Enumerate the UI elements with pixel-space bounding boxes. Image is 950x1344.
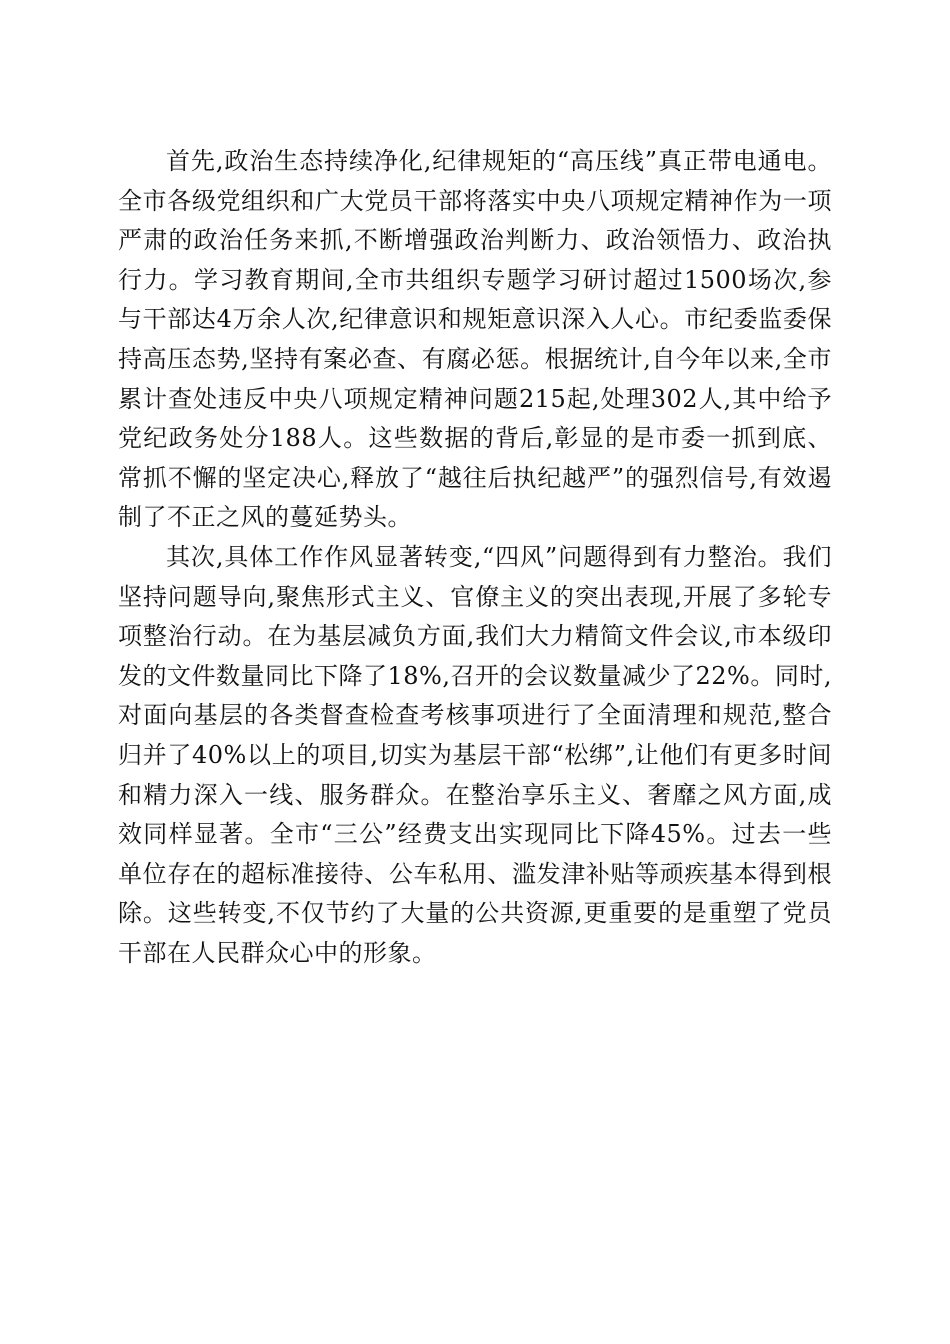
document-body <box>118 142 832 973</box>
paragraph-work-style: 其次,具体工作作风显著转变,“四风”问题得到有力整治。我们坚持问题导向,聚焦形式主义、官僚主义的突出表现,开展了多轮专项整治行动。在为基层减负方面,我们大力精简文件会议,市本级印发的文件数量同比下降了18%,召开的会议数量减少了22%。同时,对面向基层的各类督查检查考核事项进行了全面清理和规范,整合归并了40%以上的项目,切实为基层干部“松绑”,让他们有更多时间和精力深入一线、服务群众。在整治享乐主义、奢靡之风方面,成效同样显著。全市“三公”经费支出实现同比下降45%。过去一些单位存在的超标准接待、公车私用、滥发津补贴等顽疾基本得到根除。这些转变,不仅节约了大量的公共资源,更重要的是重塑了党员干部在人民群众心中的形象。 <box>118 542 832 967</box>
paragraph-political-ecology: 首先,政治生态持续净化,纪律规矩的“高压线”真正带电通电。全市各级党组织和广大党员干部将落实中央八项规定精神作为一项严肃的政治任务来抓,不断增强政治判断力、政治领悟力、政治执行力。学习教育期间,全市共组织专题学习研讨超过1500场次,参与干部达4万余人次,纪律意识和规矩意识深入人心。市纪委监委保持高压态势,坚持有案必查、有腐必惩。根据统计,自今年以来,全市累计查处违反中央八项规定精神问题215起,处理302人,其中给予党纪政务处分188人。这些数据的背后,彰显的是市委一抓到底、常抓不懈的坚定决心,释放了“越往后执纪越严”的强烈信号,有效遏制了不正之风的蔓延势头。 <box>118 147 832 532</box>
